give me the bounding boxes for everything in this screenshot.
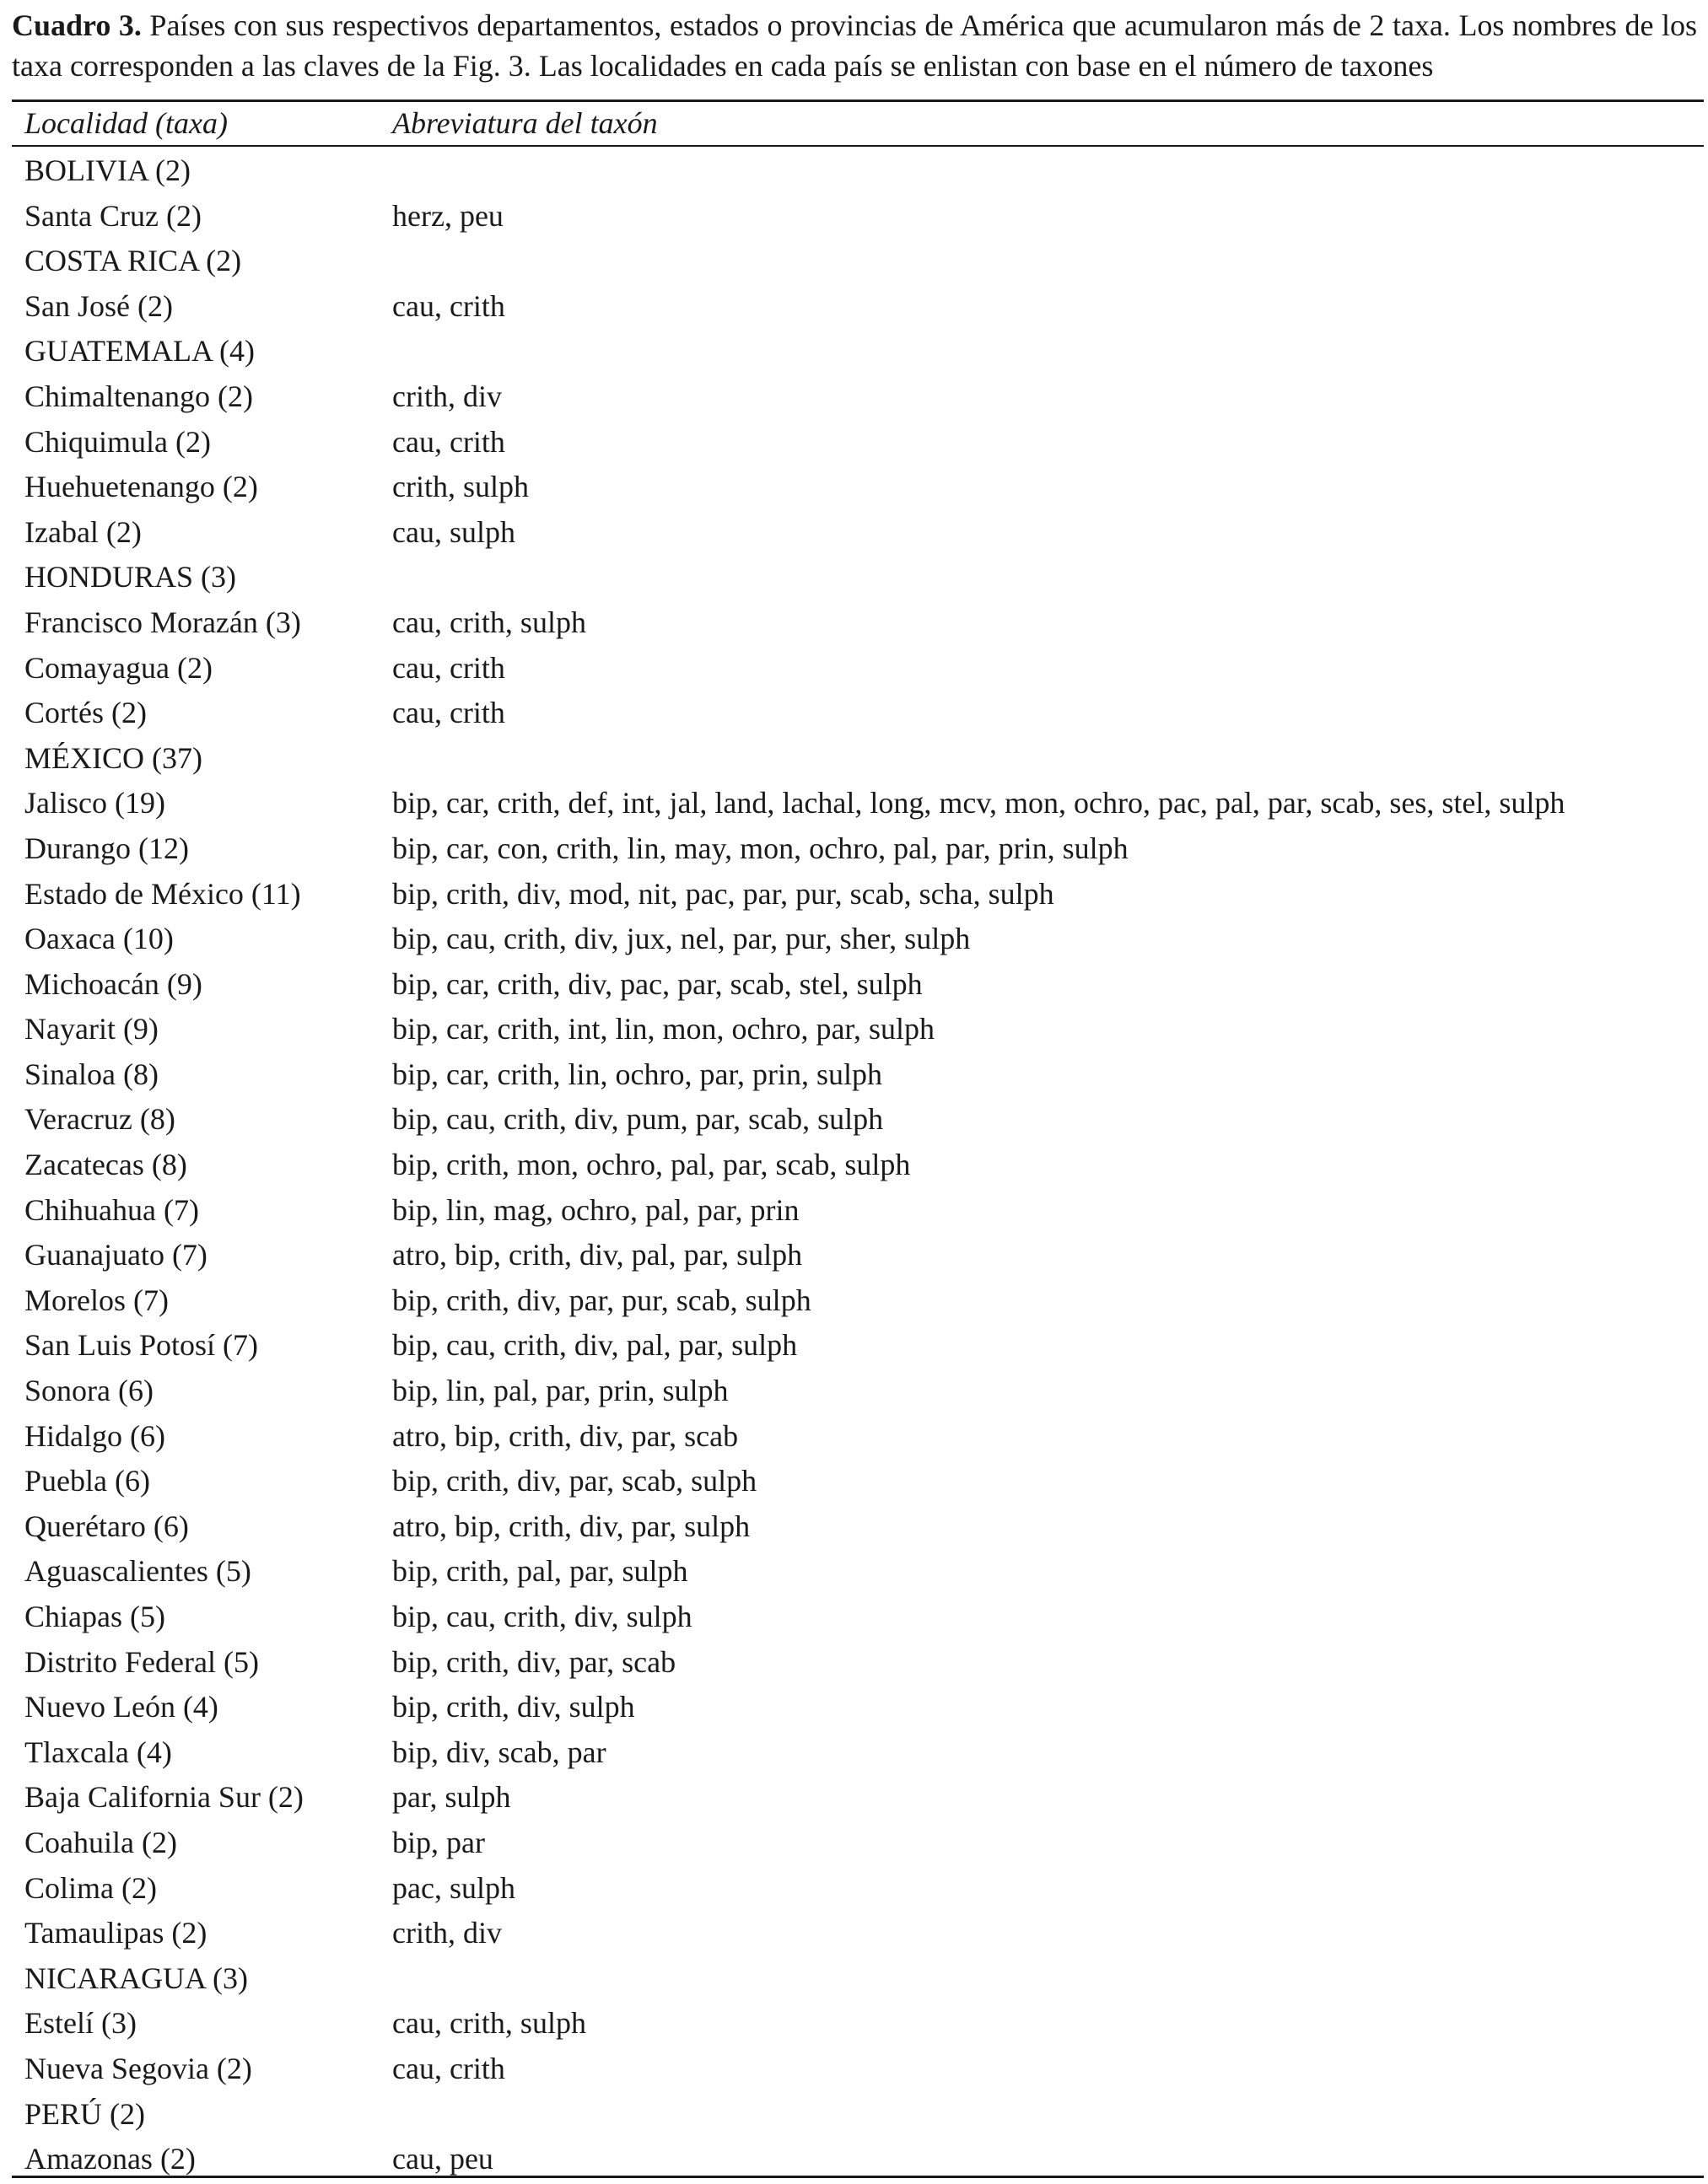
taxa-cell: bip, crith, div, par, pur, scab, sulph <box>392 1283 811 1317</box>
table-row <box>0 420 1708 465</box>
table-body <box>0 148 1708 2182</box>
locality-cell: Aguascalientes (5) <box>24 1554 251 1589</box>
locality-cell: Amazonas (2) <box>24 2142 196 2176</box>
taxa-cell: bip, crith, div, sulph <box>392 1690 635 1724</box>
table-row <box>0 1775 1708 1821</box>
table-row <box>0 1233 1708 1278</box>
taxa-cell: bip, crith, mon, ochro, pal, par, scab, sulph <box>392 1148 911 1182</box>
locality-cell: Distrito Federal (5) <box>24 1644 259 1679</box>
locality-cell: Chimaltenango (2) <box>24 379 253 413</box>
locality-cell: Zacatecas (8) <box>24 1148 187 1182</box>
taxa-cell: par, sulph <box>392 1780 511 1815</box>
locality-cell: NICARAGUA (3) <box>24 1961 248 1995</box>
table-row <box>0 1595 1708 1640</box>
table-row <box>0 1323 1708 1369</box>
locality-cell: BOLIVIA (2) <box>24 153 191 187</box>
locality-cell: Querétaro (6) <box>24 1509 189 1543</box>
locality-cell: Nueva Segovia (2) <box>24 2051 252 2085</box>
table-row <box>0 2092 1708 2138</box>
taxa-cell: bip, div, scab, par <box>392 1735 606 1769</box>
table-row <box>0 1188 1708 1234</box>
table-bottom-rule <box>12 2176 1704 2178</box>
locality-cell: HONDURAS (3) <box>24 560 236 594</box>
table-row <box>0 826 1708 872</box>
taxa-cell: cau, crith <box>392 424 505 459</box>
taxa-cell: pac, sulph <box>392 1870 515 1905</box>
table-row <box>0 1549 1708 1595</box>
table-row <box>0 1459 1708 1504</box>
locality-cell: Michoacán (9) <box>24 966 202 1001</box>
taxa-cell: bip, cau, crith, div, sulph <box>392 1600 692 1633</box>
taxa-cell: crith, div <box>392 1916 502 1950</box>
taxa-cell: bip, car, crith, lin, ochro, par, prin, sulph <box>392 1057 882 1091</box>
caption-label: Cuadro 3. <box>12 8 142 42</box>
locality-cell: Coahuila (2) <box>24 1825 177 1859</box>
table-row <box>0 1866 1708 1912</box>
taxa-cell: bip, cau, crith, div, jux, nel, par, pur, sher, sulph <box>392 922 971 956</box>
taxa-cell: cau, peu <box>392 2142 493 2176</box>
taxa-cell: cau, crith <box>392 650 505 685</box>
table-row <box>0 1730 1708 1776</box>
taxa-cell: bip, cau, crith, div, pal, par, sulph <box>392 1328 798 1363</box>
table-row <box>0 1504 1708 1550</box>
table-row <box>0 1097 1708 1143</box>
table-row <box>0 1956 1708 2002</box>
locality-cell: Tlaxcala (4) <box>24 1735 172 1769</box>
taxa-cell: bip, lin, mag, ochro, pal, par, prin <box>392 1192 800 1227</box>
locality-cell: Chihuahua (7) <box>24 1192 199 1227</box>
locality-cell: Baja California Sur (2) <box>24 1780 304 1815</box>
table-row <box>0 1052 1708 1098</box>
locality-cell: Comayagua (2) <box>24 650 213 685</box>
locality-cell: Chiapas (5) <box>24 1600 165 1633</box>
taxa-cell: cau, crith, sulph <box>392 605 586 639</box>
table-row <box>0 1414 1708 1460</box>
table-row <box>0 1007 1708 1052</box>
table-row <box>0 1143 1708 1188</box>
table-row <box>0 555 1708 600</box>
table-row <box>0 1685 1708 1730</box>
taxa-cell: bip, car, con, crith, lin, may, mon, ochro, pal, par, prin, sulph <box>392 831 1129 865</box>
table-row <box>0 194 1708 239</box>
locality-cell: Sonora (6) <box>24 1374 154 1408</box>
locality-cell: San José (2) <box>24 288 173 323</box>
taxa-cell: atro, bip, crith, div, par, scab <box>392 1418 739 1453</box>
locality-cell: Tamaulipas (2) <box>24 1916 207 1950</box>
table-row <box>0 736 1708 782</box>
locality-cell: PERÚ (2) <box>24 2096 145 2131</box>
table-caption <box>12 5 1697 86</box>
locality-cell: Cortés (2) <box>24 696 147 730</box>
locality-cell: Izabal (2) <box>24 514 142 549</box>
taxa-cell: bip, car, crith, div, pac, par, scab, stel, sulph <box>392 966 923 1001</box>
table-row <box>0 2001 1708 2047</box>
locality-cell: Estelí (3) <box>24 2006 137 2041</box>
table-header-rule <box>12 145 1704 147</box>
locality-cell: Colima (2) <box>24 1870 157 1905</box>
table-row <box>0 148 1708 194</box>
taxa-cell: atro, bip, crith, div, pal, par, sulph <box>392 1238 803 1272</box>
locality-cell: Nuevo León (4) <box>24 1690 218 1724</box>
table-row <box>0 510 1708 556</box>
table-row <box>0 781 1708 826</box>
taxa-cell: bip, crith, div, mod, nit, pac, par, pur, scab, scha, sulph <box>392 876 1054 911</box>
header-locality: Localidad (taxa) <box>24 106 228 140</box>
locality-cell: Huehuetenango (2) <box>24 470 258 504</box>
locality-cell: Santa Cruz (2) <box>24 198 202 233</box>
taxa-cell: atro, bip, crith, div, par, sulph <box>392 1509 751 1543</box>
locality-cell: Estado de México (11) <box>24 876 301 911</box>
table-row <box>0 284 1708 330</box>
locality-cell: Sinaloa (8) <box>24 1057 159 1091</box>
locality-cell: Hidalgo (6) <box>24 1418 165 1453</box>
taxa-cell: bip, car, crith, def, int, jal, land, lachal, long, mcv, mon, ochro, pac, pal, par, scab, ses, stel, sulph <box>392 786 1565 820</box>
table-row <box>0 917 1708 962</box>
taxa-cell: bip, cau, crith, div, pum, par, scab, sulph <box>392 1102 884 1137</box>
caption-text: Países con sus respectivos departamentos, estados o provincias de América que acumularon más de 2 taxa. Los nombres de los taxa corresponden a las claves de la Fig. 3. Las localidades en cada país se enlistan con base en el número de taxones <box>12 8 1697 83</box>
taxa-cell: herz, peu <box>392 198 504 233</box>
locality-cell: Durango (12) <box>24 831 189 865</box>
table-row <box>0 872 1708 917</box>
locality-cell: MÉXICO (37) <box>24 740 202 775</box>
locality-cell: Nayarit (9) <box>24 1012 159 1046</box>
locality-cell: COSTA RICA (2) <box>24 244 242 278</box>
table-row <box>0 600 1708 646</box>
locality-cell: Morelos (7) <box>24 1283 169 1317</box>
locality-cell: Veracruz (8) <box>24 1102 175 1137</box>
taxa-cell: cau, crith <box>392 2051 505 2085</box>
locality-cell: San Luis Potosí (7) <box>24 1328 259 1363</box>
table-row <box>0 1640 1708 1686</box>
table-row <box>0 1369 1708 1414</box>
locality-cell: Francisco Morazán (3) <box>24 605 301 639</box>
locality-cell: Oaxaca (10) <box>24 922 174 956</box>
locality-cell: Jalisco (19) <box>24 786 165 820</box>
taxa-cell: cau, crith, sulph <box>392 2006 586 2041</box>
table-row <box>0 329 1708 374</box>
locality-cell: Puebla (6) <box>24 1464 150 1498</box>
table-row <box>0 374 1708 420</box>
locality-cell: GUATEMALA (4) <box>24 334 255 368</box>
table-row <box>0 1278 1708 1324</box>
table-row <box>0 239 1708 284</box>
taxa-cell: cau, crith <box>392 288 505 323</box>
taxa-cell: cau, sulph <box>392 514 515 549</box>
header-taxa: Abreviatura del taxón <box>392 106 658 140</box>
taxa-cell: cau, crith <box>392 696 505 730</box>
taxa-cell: crith, div <box>392 379 502 413</box>
taxa-cell: bip, par <box>392 1825 485 1859</box>
locality-cell: Guanajuato (7) <box>24 1238 207 1272</box>
taxa-cell: bip, lin, pal, par, prin, sulph <box>392 1374 729 1408</box>
table-row <box>0 962 1708 1008</box>
table-row <box>0 691 1708 736</box>
table-row <box>0 1911 1708 1956</box>
table-row <box>0 1821 1708 1866</box>
taxa-cell: bip, crith, div, par, scab, sulph <box>392 1464 757 1498</box>
taxa-cell: bip, car, crith, int, lin, mon, ochro, par, sulph <box>392 1012 935 1046</box>
taxa-cell: bip, crith, div, par, scab <box>392 1644 676 1679</box>
table-row <box>0 2047 1708 2092</box>
taxa-cell: crith, sulph <box>392 470 529 504</box>
table-row <box>0 465 1708 510</box>
locality-cell: Chiquimula (2) <box>24 424 211 459</box>
table-row <box>0 646 1708 691</box>
taxa-cell: bip, crith, pal, par, sulph <box>392 1554 688 1589</box>
table-header-row <box>0 101 1708 145</box>
